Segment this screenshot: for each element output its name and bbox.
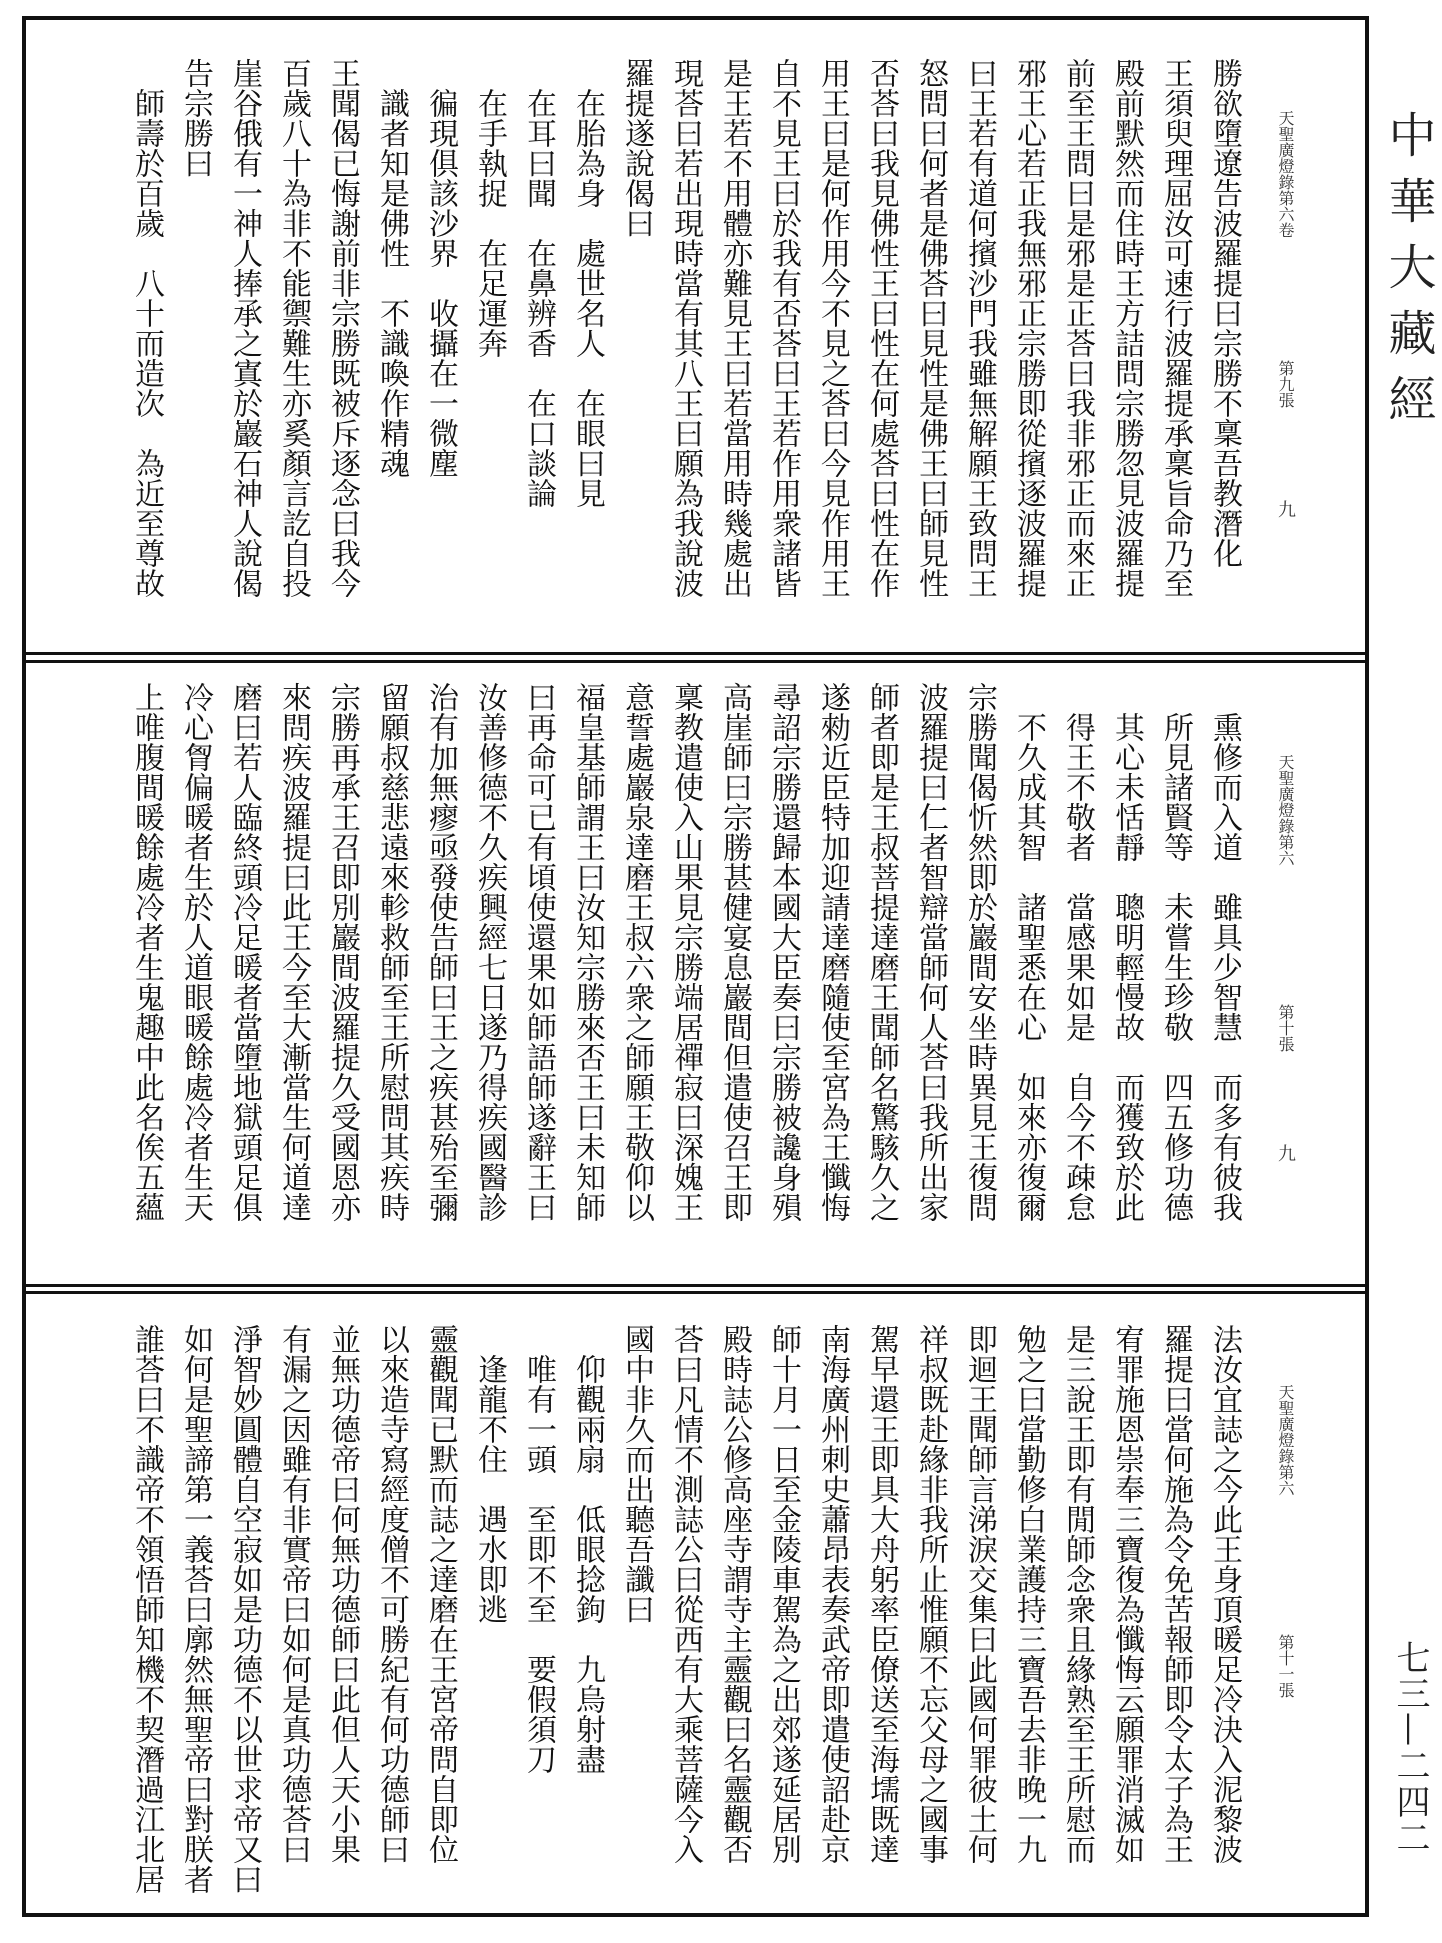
text-column: 現荅曰若出現時當有其八王曰願為我說波 xyxy=(668,58,703,598)
text-column: 宥罪施恩崇奉三寶復為懺悔云願罪消滅如 xyxy=(1109,1324,1144,1864)
text-column: 識者知是佛性 不識喚作精魂 xyxy=(374,58,409,478)
page-frame xyxy=(22,16,1369,1917)
text-column: 王聞偈已悔謝前非宗勝既被斥逐念曰我今 xyxy=(325,58,360,598)
text-column: 唯有一頭 至即不至 要假須刀 xyxy=(521,1324,556,1774)
text-column: 以來造寺寫經度僧不可勝紀有何功德師曰 xyxy=(374,1324,409,1864)
panel-text xyxy=(122,20,1249,690)
text-column: 自不見王曰於我有否荅曰王若作用衆諸皆 xyxy=(766,58,801,598)
text-column: 遂勑近臣特加迎請達磨隨使至宮為王懺悔 xyxy=(815,682,850,1222)
panel-header-sheet: 第十一張 xyxy=(1276,1634,1295,1698)
text-column: 意誓處巖泉達磨王叔六衆之師願王敬仰以 xyxy=(619,682,654,1222)
text-column: 逢龍不住 遇水即逃 xyxy=(472,1324,507,1624)
text-column: 駕早還王即具大舟躬率臣僚送至海壖既達 xyxy=(864,1324,899,1864)
panel-divider xyxy=(26,660,1365,663)
text-column: 尋詔宗勝還歸本國大臣奏曰宗勝被讒身殞 xyxy=(766,682,801,1222)
panel-text xyxy=(122,664,1249,1302)
text-column: 在耳曰聞 在鼻辨香 在口談論 xyxy=(521,58,556,508)
collection-title: 中華大藏經 xyxy=(1380,110,1436,440)
panel-header-sheet: 第九張 xyxy=(1276,360,1295,408)
text-column: 宗勝聞偈忻然即於巖間安坐時異見王復問 xyxy=(962,682,997,1222)
text-column: 南海廣州刺史蕭昂表奏武帝即遣使詔赴京 xyxy=(815,1324,850,1864)
text-column: 國中非久而出聽吾讖曰 xyxy=(619,1324,654,1624)
text-column: 王須臾理屈汝可速行波羅提承稟旨命乃至 xyxy=(1158,58,1193,598)
panel-text xyxy=(122,1294,1249,1943)
text-column: 祥叔既赴緣非我所止惟願不忘父母之國事 xyxy=(913,1324,948,1864)
text-column: 崖谷俄有一神人捧承之寘於巖石神人說偈 xyxy=(227,58,262,598)
text-column: 師壽於百歲 八十而造次 為近至尊故 xyxy=(129,58,164,598)
panel-header-sheet: 第十張 xyxy=(1276,1004,1295,1052)
text-column: 有漏之因雖有非實帝曰如何是真功德荅曰 xyxy=(276,1324,311,1864)
text-column: 百歲八十為非不能禦難生亦奚顏言訖自投 xyxy=(276,58,311,598)
text-column: 法汝宜誌之今此王身頂暖足冷決入泥黎波 xyxy=(1207,1324,1242,1864)
text-column: 並無功德帝曰何無功德師曰此但人天小果 xyxy=(325,1324,360,1864)
text-column: 靈觀聞已默而誌之達磨在王宮帝問自即位 xyxy=(423,1324,458,1864)
text-column: 治有加無瘳亟發使告師曰王之疾甚殆至彌 xyxy=(423,682,458,1222)
panel-header-title: 天聖廣燈錄第六卷 xyxy=(1276,110,1295,238)
text-column: 殿時誌公修高座寺謂寺主靈觀曰名靈觀否 xyxy=(717,1324,752,1864)
text-column: 來問疾波羅提曰此王今至大漸當生何道達 xyxy=(276,682,311,1222)
panel-header-number: 九 xyxy=(1275,1144,1296,1162)
text-column: 誰荅曰不識帝不領悟師知機不契潛過江北居 xyxy=(129,1324,164,1894)
text-column: 稟教遣使入山果見宗勝端居禪寂曰深媿王 xyxy=(668,682,703,1222)
text-column: 否荅曰我見佛性王曰性在何處荅曰性在作 xyxy=(864,58,899,598)
text-column: 在手執捉 在足運奔 xyxy=(472,58,507,358)
text-column: 磨曰若人臨終頭冷足暖者當墮地獄頭足俱 xyxy=(227,682,262,1222)
panel-divider xyxy=(26,652,1365,655)
text-column: 所見諸賢等 未嘗生珍敬 四五修功德 xyxy=(1158,682,1193,1222)
text-column: 淨智妙圓體自空寂如是功德不以世求帝又曰 xyxy=(227,1324,262,1894)
text-column: 勝欲墮遼告波羅提曰宗勝不稟吾教潛化 xyxy=(1207,58,1242,568)
text-panel-middle xyxy=(26,664,1365,1284)
text-column: 留願叔慈悲遠來軫救師至王所慰問其疾時 xyxy=(374,682,409,1222)
text-column: 曰再命可已有頃使還果如師語師遂辭王曰 xyxy=(521,682,556,1222)
text-column: 用王曰是何作用今不見之荅曰今見作用王 xyxy=(815,58,850,598)
text-column: 是三說王即有閒師念衆且緣熟至王所慰而 xyxy=(1060,1324,1095,1864)
panel-header-title: 天聖廣燈錄第六 xyxy=(1276,754,1295,866)
text-column: 波羅提曰仁者智辯當師何人荅曰我所出家 xyxy=(913,682,948,1222)
text-column: 不久成其智 諸聖悉在心 如來亦復爾 xyxy=(1011,682,1046,1222)
text-column: 是王若不用體亦難見王曰若當用時幾處出 xyxy=(717,58,752,598)
text-column: 曰王若有道何擯沙門我雖無解願王致問王 xyxy=(962,58,997,598)
panel-divider xyxy=(26,1284,1365,1287)
text-column: 怒問曰何者是佛荅曰見性是佛王曰師見性 xyxy=(913,58,948,598)
text-column: 羅提遂說偈曰 xyxy=(619,58,654,238)
panel-header-number: 九 xyxy=(1275,500,1296,518)
text-column: 勉之曰當勤修白業護持三寶吾去非晚一九 xyxy=(1011,1324,1046,1864)
page-number: 七三—二四二 xyxy=(1390,1640,1430,1856)
text-column: 熏修而入道 雖具少智慧 而多有彼我 xyxy=(1207,682,1242,1222)
text-column: 仰觀兩扇 低眼捻鉤 九烏射盡 xyxy=(570,1324,605,1774)
text-column: 高崖師曰宗勝甚健宴息巖間但遣使召王即 xyxy=(717,682,752,1222)
text-panel-lower xyxy=(26,1294,1365,1913)
text-panel-upper xyxy=(26,20,1365,652)
text-column: 告宗勝曰 xyxy=(178,58,213,178)
text-column: 福皇基師謂王曰汝知宗勝來否王曰未知師 xyxy=(570,682,605,1222)
text-column: 即迴王聞師言涕淚交集曰此國何罪彼土何 xyxy=(962,1324,997,1864)
text-column: 在胎為身 處世名人 在眼曰見 xyxy=(570,58,605,508)
panel-header-title: 天聖廣燈錄第六 xyxy=(1276,1384,1295,1496)
text-column: 汝善修德不久疾興經七日遂乃得疾國醫診 xyxy=(472,682,507,1222)
text-column: 如何是聖諦第一義荅曰廓然無聖帝曰對朕者 xyxy=(178,1324,213,1894)
text-column: 得王不敬者 當感果如是 自今不疎怠 xyxy=(1060,682,1095,1222)
text-column: 殿前默然而住時王方詰問宗勝忽見波羅提 xyxy=(1109,58,1144,598)
text-column: 徧現俱該沙界 收攝在一微塵 xyxy=(423,58,458,478)
text-column: 師十月一日至金陵車駕為之出郊遂延居別 xyxy=(766,1324,801,1864)
text-column: 師者即是王叔菩提達磨王聞師名驚駭久之 xyxy=(864,682,899,1222)
text-column: 荅曰凡情不測誌公曰從西有大乘菩薩今入 xyxy=(668,1324,703,1864)
text-column: 宗勝再承王召即別巖間波羅提久受國恩亦 xyxy=(325,682,360,1222)
text-column: 前至王問曰是邪是正荅曰我非邪正而來正 xyxy=(1060,58,1095,598)
text-column: 其心未恬靜 聰明輕慢故 而獲致於此 xyxy=(1109,682,1144,1222)
text-column: 冷心胷偏暖者生於人道眼暖餘處冷者生天 xyxy=(178,682,213,1222)
text-column: 邪王心若正我無邪正宗勝即從擯逐波羅提 xyxy=(1011,58,1046,598)
text-column: 上唯腹間暖餘處冷者生鬼趣中此名俟五蘊 xyxy=(129,682,164,1222)
text-column: 羅提曰當何施為令免苦報師即令太子為王 xyxy=(1158,1324,1193,1864)
